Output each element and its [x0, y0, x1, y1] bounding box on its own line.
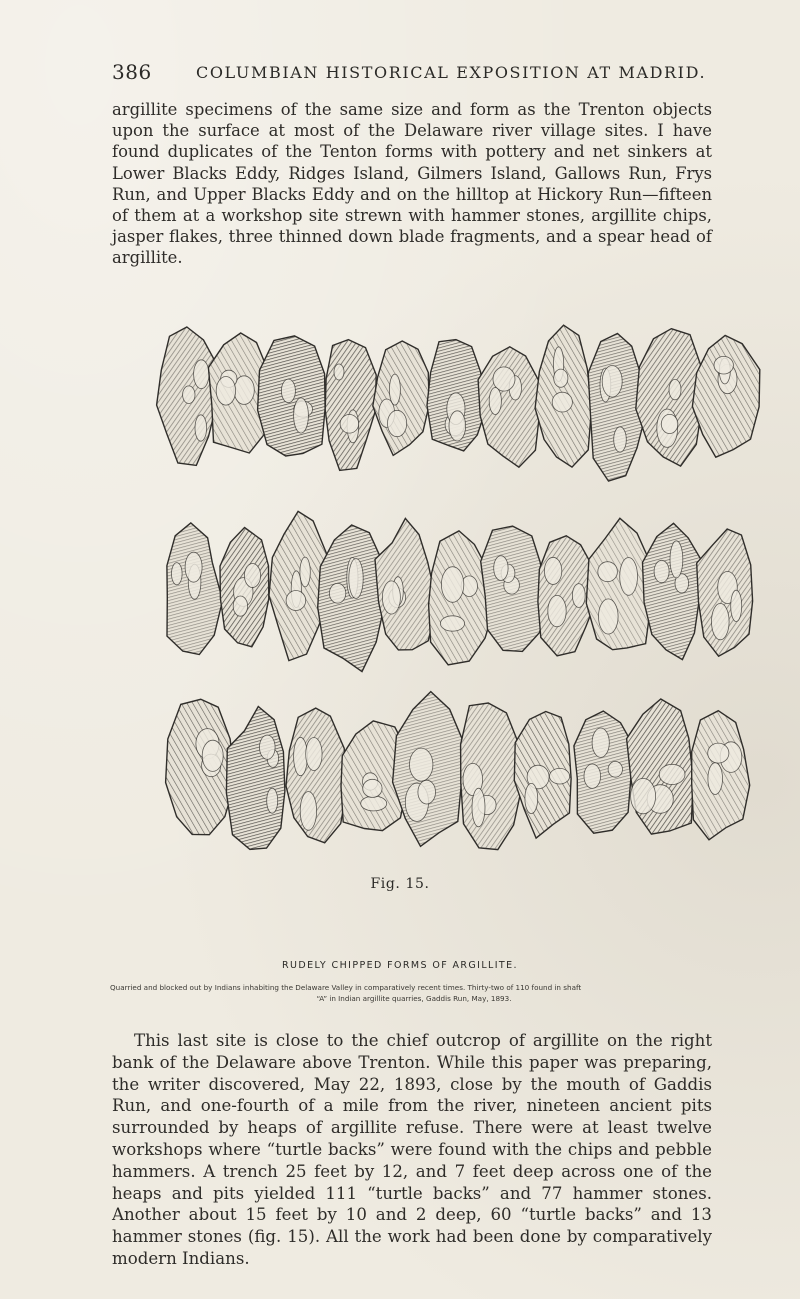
- flake-scar: [388, 410, 407, 436]
- figure-caption: [110, 982, 718, 1004]
- flake-scar: [525, 783, 538, 813]
- flake-scar: [552, 392, 572, 412]
- flake-scar: [349, 559, 363, 599]
- stone-shading: [325, 340, 376, 471]
- flake-scar: [244, 564, 260, 588]
- flake-scar: [260, 735, 276, 759]
- stone-shading: [166, 699, 236, 834]
- running-head: COLUMBIAN HISTORICAL EXPOSITION AT MADRID.: [196, 63, 707, 82]
- flake-scar: [548, 595, 566, 626]
- flake-scar: [602, 366, 622, 398]
- flake-scar: [550, 768, 570, 784]
- flake-scar: [183, 386, 195, 404]
- flake-scar: [661, 414, 678, 433]
- flake-scar: [389, 374, 400, 405]
- flake-scar: [334, 364, 344, 380]
- flake-scar: [584, 764, 601, 788]
- flake-scar: [382, 581, 400, 614]
- flake-scar: [712, 603, 730, 639]
- flake-scar: [544, 557, 561, 584]
- flake-scar: [286, 591, 306, 611]
- flake-scar: [472, 788, 485, 827]
- flake-scar: [494, 556, 508, 581]
- stone-shading: [373, 341, 429, 455]
- flake-scar: [441, 567, 463, 603]
- figure-title: RUDELY CHIPPED FORMS OF ARGILLITE.: [282, 960, 518, 971]
- flake-scar: [449, 411, 466, 441]
- flake-scar: [172, 563, 183, 585]
- argillite-stones-engraving: [142, 306, 770, 861]
- stone-shading: [586, 518, 651, 649]
- flake-scar: [233, 596, 247, 616]
- page-number: 386: [112, 60, 152, 84]
- flake-scar: [294, 398, 309, 433]
- stone-shading: [226, 707, 285, 850]
- flake-scar: [572, 584, 585, 608]
- flake-scar: [489, 388, 501, 415]
- flake-scar: [363, 779, 382, 797]
- flake-scar: [598, 562, 618, 582]
- flake-scar: [631, 778, 656, 813]
- flake-scar: [340, 415, 359, 434]
- caption-line-2: “A” in Indian argillite quarries, Gaddis Run, May, 1893.: [316, 994, 512, 1003]
- flake-scar: [194, 360, 209, 389]
- flake-scar: [281, 379, 295, 403]
- flake-scar: [554, 369, 568, 387]
- flake-scar: [592, 728, 609, 757]
- flake-scar: [614, 427, 627, 452]
- flake-scar: [329, 583, 345, 603]
- flake-scar: [195, 415, 207, 441]
- flake-scar: [670, 541, 683, 578]
- flake-scar: [659, 764, 685, 784]
- caption-line-1: Quarried and blocked out by Indians inhabiting the Delaware Valley in comparatively recent times. Thirty-two of 110 found in shaft: [110, 983, 582, 992]
- flake-scar: [410, 748, 433, 781]
- flake-scar: [294, 737, 308, 775]
- flake-scar: [608, 761, 622, 777]
- flake-scar: [418, 780, 436, 804]
- flake-scar: [654, 560, 669, 582]
- figure-label: Fig. 15.: [370, 876, 430, 892]
- flake-scar: [731, 590, 742, 621]
- paragraph-1: argillite specimens of the same size and form as the Trenton objects upon the surface at most of the Delaware river village sites. I have found duplicates of the Tenton forms with pottery and net sinkers at Lower Blacks Eddy, Ridges Island, Gilmers Island, Gallows Run, Frys Run, and Upper Blacks Eddy and on the hilltop at Hickory Run—fifteen of them at a workshop site strewn with hammer stones, argillite chips, jasper flakes, three thinned down blade fragments, and a spear head of argillite.: [112, 100, 712, 268]
- flake-scar: [267, 788, 278, 813]
- flake-scar: [440, 616, 464, 631]
- page-header: [112, 60, 712, 84]
- flake-scar: [300, 792, 316, 831]
- flake-scar: [361, 796, 387, 811]
- flake-scar: [714, 356, 733, 374]
- paragraph-2: This last site is close to the chief outcrop of argillite on the right bank of the Delaware above Trenton. While this paper was preparing, the writer discovered, May 22, 1893, close by the mouth of Gaddis Run, and one-fourth of a mile from the river, nineteen ancient pits surrounded by heaps of argillite refuse. There were at least twelve workshops where “turtle backs” were found with the chips and pebble hammers. A trench 25 feet by 12, and 7 feet deep across one of the heaps and pits yielded 111 “turtle backs” and 77 hammer stones. Another about 15 feet by 10 and 2 deep, 60 “turtle backs” and 13 hammer stones (fig. 15). All the work had been done by comparatively modern Indians.: [112, 1031, 712, 1268]
- flake-scar: [620, 558, 638, 596]
- flake-scar: [599, 599, 619, 634]
- flake-scar: [708, 743, 729, 763]
- flake-scar: [202, 740, 223, 771]
- flake-scar: [708, 763, 723, 795]
- figure-illustration: [142, 306, 770, 861]
- stone-shading: [318, 525, 384, 672]
- flake-scar: [669, 379, 681, 399]
- flake-scar: [306, 738, 322, 771]
- flake-scar: [185, 552, 202, 582]
- flake-scar: [216, 377, 235, 406]
